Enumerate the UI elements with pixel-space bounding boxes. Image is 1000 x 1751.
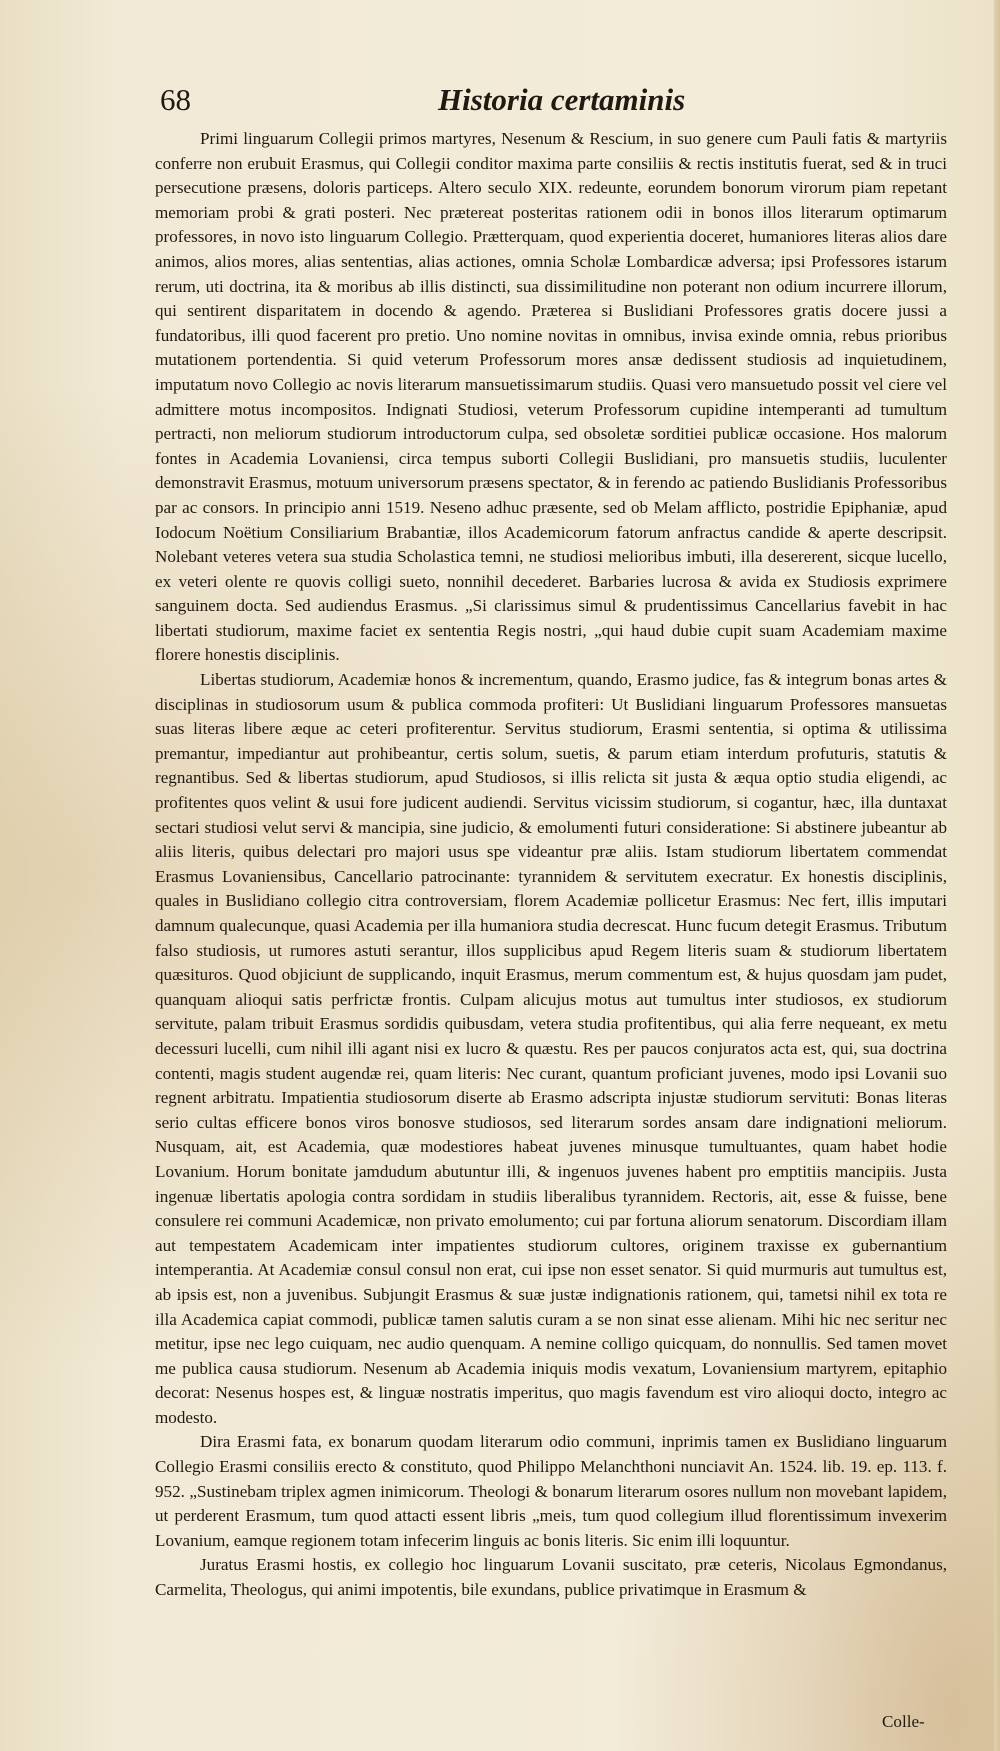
body-text <box>155 127 947 1603</box>
page-header <box>160 82 940 122</box>
paragraph-4: Juratus Erasmi hostis, ex collegio hoc linguarum Lovanii suscitato, præ ceteris, Nicolaus Egmondanus, Carmelita, Theologus, qui animi impotentis, bile exundans, publice privatimque in Erasmum & <box>155 1555 947 1600</box>
running-title: Historia certaminis <box>438 82 686 117</box>
catchword: Colle- <box>882 1712 925 1731</box>
paragraph-2: Libertas studiorum, Academiæ honos & incrementum, quando, Erasmo judice, fas & integrum bonas artes & disciplinas in studiosorum usum & publica commoda profiteri: Ut Buslidiani linguarum Professores mansuetas suas literas libere æque ac ceteri profiterentur. Servitus studiorum, Erasmi sententia, si optima & utilissima premantur, impediantur aut prohibeantur, certis solum, suetis, & parum etiam interdum profuturis, statutis & regnantibus. Sed & libertas studiorum, apud Studiosos, si illis relicta sit justa & æqua optio studia eligendi, ac profitentes quos velint & usui fore judicent audiendi. Servitus vicissim studiorum, si cogantur, hæc, illa duntaxat sectari studiosi velut servi & mancipia, sine judicio, & emolumenti futuri consideratione: Si abstinere jubeantur ab aliis literis, quibus delectari pro majori usus spe videantur præ aliis. Istam studiorum libertatem commendat Erasmus Lovaniensibus, Cancellario patrocinante: tyrannidem & servitutem execratur. Ex honestis disciplinis, quales in Buslidiano collegio citra controversiam, florem Academiæ pollicetur Erasmus: Nec fert, illis imputari damnum qualecunque, quasi Academia per illa humaniora studia decrescat. Hunc fucum detegit Erasmus. Tributum falso studiosis, ut rumores astuti serantur, illos supplicibus apud Regem literis suam & studiorum libertatem quæsituros. Quod objiciunt de supplicando, inquit Erasmus, merum commentum est, & hujus quosdam jam pudet, quanquam alioqui satis perfrictæ frontis. Culpam alicujus motus aut tumultus inter studiosos, ex studiorum servitute, palam tribuit Erasmus sordidis quibusdam, vetera studia profitentibus, qui alia ferre nequeant, ex metu decessuri lucelli, cum nihil illi agant nisi ex lucro & quæstu. Res per paucos conjuratos acta est, qui, sua doctrina contenti, magis student augendæ rei, quam literis: Nec curant, quantum proficiant juvenes, modo ipsi Lovanii suo regnent arbitratu. Impatientia studiosorum diserte ab Erasmo adscripta injustæ studiorum servituti: Bonas literas serio cultas efficere bonos viros bonosve studiosos, sed literarum sordes ansam dare indignationi meliorum. Nusquam, ait, est Academia, quæ modestiores habeat juvenes minusque tumultuantes, quam habet hodie Lovanium. Horum bonitate jamdudum abutuntur illi, & ingenuos juvenes habent pro emptitiis mancipiis. Justa ingenuæ libertatis apologia contra sordidam in studiis liberalibus tyrannidem. Rectoris, ait, esse & fuisse, bene consulere rei communi Academicæ, non privato emolumento; cui par fortuna aliorum senatorum. Discordiam illam aut tempestatem Academicam inter impatientes studiorum cultores, originem traxisse ex gubernantium intemperantia. At Academiæ consul consul non erat, cui ipse non esset senator. Si quid murmuris aut tumultus est, ab ipsis est, non a juvenibus. Subjungit Erasmus & suæ justæ indignationis rationem, qui, tametsi nihil ex tota re illa Academica capiat commodi, publicæ tamen salutis curam a se non sinat esse alienam. Mihi hic nec seritur nec metitur, ipse nec lego cuiquam, nec audio quenquam. A nemine colligo quicquam, do nonnullis. Sed tamen movet me publica causa studiorum. Nesenum ab Academia iniquis modis vexatum, Lovaniensium martyrem, epitaphio decorat: Nesenus hospes est, & linguæ nostratis imperitus, quo magis favendum est viro alioqui docto, integro ac modesto. <box>155 670 947 1427</box>
page-number: 68 <box>160 82 191 117</box>
paragraph-3: Dira Erasmi fata, ex bonarum quodam literarum odio communi, inprimis tamen ex Buslidiano linguarum Collegio Erasmi consiliis erecto & constituto, quod Philippo Melanchthoni nunciavit An. 1524. lib. 19. ep. 113. f. 952. „Sustinebam triplex agmen inimicorum. Theologi & bonarum literarum osores nullum non movebant lapidem, ut perderent Erasmum, tum quod attacti essent libris „meis, tum quod collegium illud florentissimum invexerim Lovanium, eamque regionem totam infecerim linguis ac bonis literis. Sic enim illi loquuntur. <box>155 1432 947 1550</box>
paragraph-1: Primi linguarum Collegii primos martyres, Nesenum & Rescium, in suo genere cum Pauli fatis & martyriis conferre non erubuit Erasmus, qui Collegii conditor maxima parte consiliis & rectis institutis fuerat, sed & in truci persecutione præsens, doloris particeps. Altero seculo XIX. redeunte, eorundem bonorum virorum piam repetant memoriam probi & grati posteri. Nec prætereat posteritas rationem odii in bonos illos literarum optimarum professores, in novo isto linguarum Collegio. Prætterquam, quod experientia doceret, humaniores literas alios dare animos, alios mores, alias sententias, alias actiones, omnia Scholæ Lombardicæ adversa; ipsi Professores istarum rerum, uti doctrina, ita & moribus ab illis distincti, sua dissimilitudine non poterant non odium incurrere illorum, qui sentirent disparitatem in docendo & agendo. Præterea si Buslidiani Professores gratis docere jussi a fundatoribus, illi quod facerent pro pretio. Uno nomine novitas in omnibus, invisa exinde omnia, rebus prioribus mutationem portendentia. Si quid veterum Professorum mores ansæ dedissent studiosis ad inquietudinem, imputatum novo Collegio ac novis literarum mansuetissimarum studiis. Quasi vero mansuetudo possit vel ciere vel admittere motus incompositos. Indignati Studiosi, veterum Professorum cupidine intemperanti ad tumultum pertracti, non meliorum studiorum introductorum culpa, sed obsoletæ sorditiei publicæ occasione. Hos malorum fontes in Academia Lovaniensi, circa tempus suborti Collegii Buslidiani, pro mansuetis studiis, luculenter demonstravit Erasmus, motuum universorum præsens spectator, & in ferendo ac patiendo Buslidianis Professoribus par ac consors. In principio anni 1519. Neseno adhuc præsente, sed ob Melam afflicto, postridie Epiphaniæ, apud Iodocum Noëtium Consiliarium Brabantiæ, illos Academicorum fatorum anfractus candide & aperte descripsit. Nolebant veteres vetera sua studia Scholastica temni, ne studiosi melioribus imbuti, illa desererent, sicque lucello, ex veteri olente re quovis colligi sueto, nonnihil decederet. Barbaries lucrosa & avida ex Studiosis exprimere sanguinem docta. Sed audiendus Erasmus. „Si clarissimus simul & prudentissimus Cancellarius favebit in hac libertati studiorum, maxime faciet ex sententia Regis nostri, „qui haud dubie cupit suam Academiam maxime florere honestis disciplinis. <box>155 129 947 665</box>
page-edge <box>994 0 1000 1751</box>
